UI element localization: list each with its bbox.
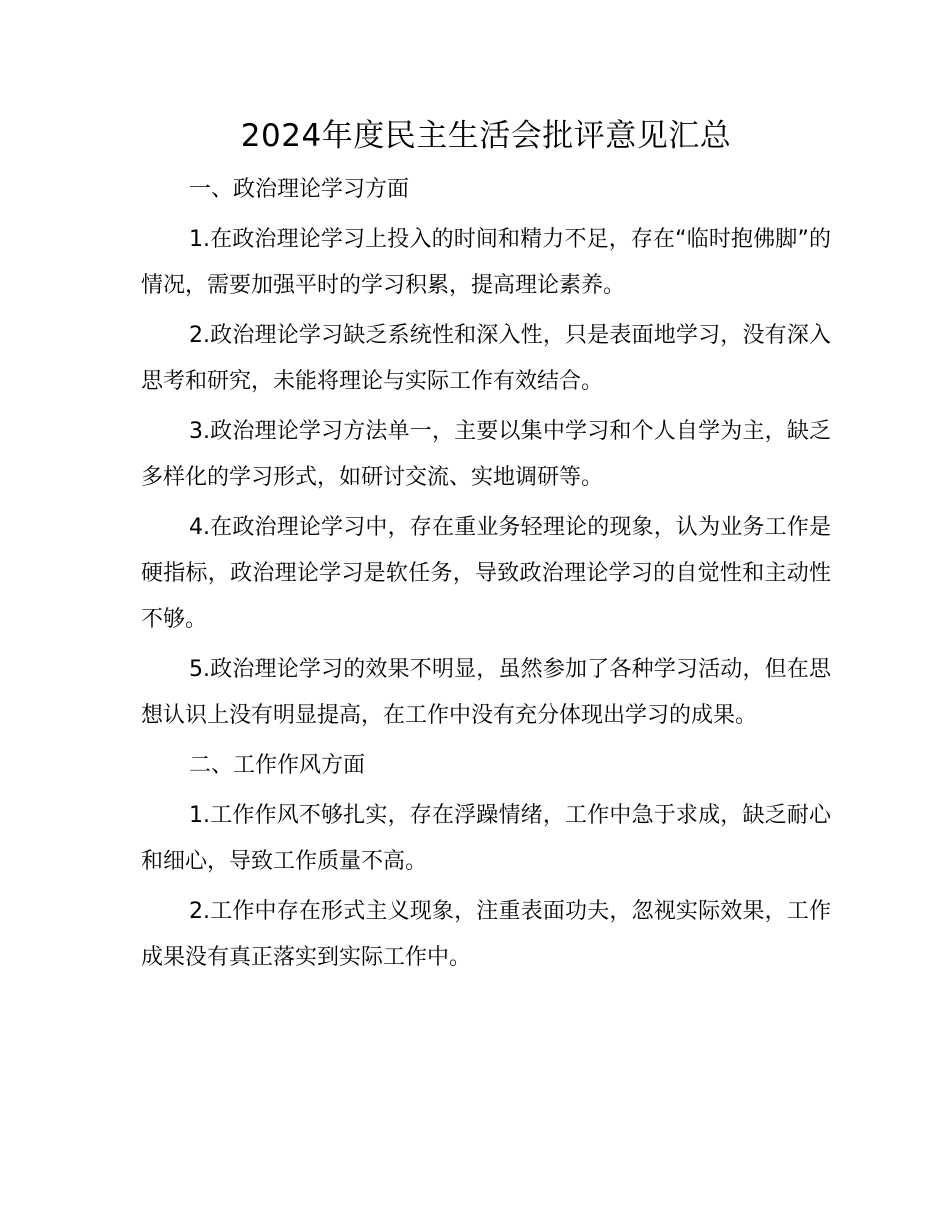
- document-page: [141, 112, 831, 985]
- paragraph-work-style-1: 1.工作作风不够扎实，存在浮躁情绪，工作中急于求成，缺乏耐心和细心，导致工作质量不高。: [141, 803, 831, 874]
- section-heading-work-style: 二、工作作风方面: [189, 753, 366, 778]
- paragraph-political-4: 4.在政治理论学习中，存在重业务轻理论的现象，认为业务工作是硬指标，政治理论学习是软任务，导致政治理论学习的自觉性和主动性不够。: [141, 515, 831, 632]
- paragraph-work-style-2: 2.工作中存在形式主义现象，注重表面功夫，忽视实际效果，工作成果没有真正落实到实际工作中。: [141, 899, 831, 970]
- section-heading-political-theory: 一、政治理论学习方面: [189, 177, 410, 202]
- paragraph-political-1: 1.在政治理论学习上投入的时间和精力不足，存在“临时抱佛脚”的情况，需要加强平时的学习积累，提高理论素养。: [141, 227, 831, 298]
- paragraph-political-5: 5.政治理论学习的效果不明显，虽然参加了各种学习活动，但在思想认识上没有明显提高，在工作中没有充分体现出学习的成果。: [141, 657, 831, 728]
- paragraph-political-3: 3.政治理论学习方法单一，主要以集中学习和个人自学为主，缺乏多样化的学习形式，如研讨交流、实地调研等。: [141, 419, 831, 490]
- document-title: 2024年度民主生活会批评意见汇总: [240, 118, 732, 154]
- paragraph-political-2: 2.政治理论学习缺乏系统性和深入性，只是表面地学习，没有深入思考和研究，未能将理论与实际工作有效结合。: [141, 323, 831, 394]
